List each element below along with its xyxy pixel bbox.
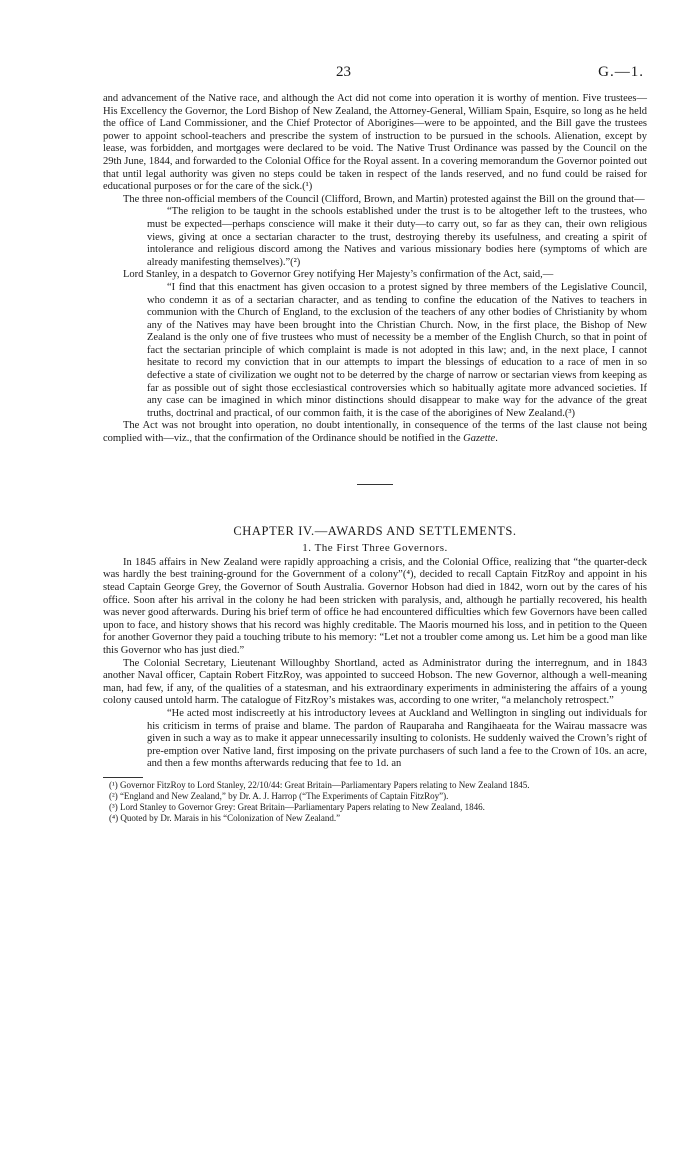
paragraph bbox=[103, 420, 647, 445]
paragraph: In 1845 affairs in New Zealand were rapidly approaching a crisis, and the Colonial Office, realizing that “the quarter-deck was hardly the best training-ground for the Government of a colony”(⁴), decided to recall Captain FitzRoy and appoint in his stead Captain George Grey, the Governor of South Australia. Governor Hobson had died in 1842, worn out by the cares of his office. Soon after his arrival in the colony he had been stricken with paralysis, and, although he partially recovered, his health was never good afterwards. During his brief term of office he had encountered difficulties which few Governors have been called upon to face, and history shows that his record was highly creditable. The Maoris mourned his loss, and in petition to the Queen for another Governor they paid a touching tribute to his memory: “Let not a troubler come among us. Let him be a good man like this Governor who has just died.” bbox=[103, 556, 647, 656]
quote-text: “The religion to be taught in the schools established under the trust is to be altogether left to the trustees, who must be expected—perhaps conscience will make it their duty—to carry out, so far as they can, their own religious views, giving at once a sectarian character to the trust, destroying thereby its usefulness, and creating a spirit of intolerance and religious discord among the Natives and various missionary bodies here (symptoms of which are already manifesting themselves).”(²) bbox=[147, 206, 647, 268]
page-number: 23 bbox=[336, 64, 351, 80]
footnote: (³) Lord Stanley to Governor Grey: Great Britain—Parliamentary Papers relating to New Zealand, 1846. bbox=[109, 801, 485, 812]
quote-text: “He acted most indiscreetly at his introductory levees at Auckland and Wellington in singling out individuals for his criticism in terms of praise and blame. The pardon of Rauparaha and Rangihaeata for the Wairau massacre was given in such a way as to make it appear unnecessarily insulting to colonists. He suddenly waived the Crown’s right of pre-emption over Native land, first imposing on the private purchasers of such land a fee to the Crown of 10s. an acre, and then a few months afterwards reducing that fee to 1d. an bbox=[147, 707, 647, 770]
section-divider bbox=[357, 484, 393, 485]
paragraph: The Colonial Secretary, Lieutenant Willoughby Shortland, acted as Administrator during the interregnum, and in 1843 another Naval officer, Captain Robert FitzRoy, was appointed to succeed Hobson. The new Governor, although a well-meaning man, had few, if any, of the qualities of a statesman, and his extraordinary experiments in administering the affairs of a young colony caused untold harm. The catalogue of FitzRoy’s mistakes was, according to one writer, “a melancholy retrospect.” bbox=[103, 657, 647, 707]
footnote: (¹) Governor FitzRoy to Lord Stanley, 22/10/44: Great Britain—Parliamentary Papers relating to New Zealand 1845. bbox=[109, 779, 530, 790]
chapter-title: CHAPTER IV.—AWARDS AND SETTLEMENTS. bbox=[233, 523, 517, 538]
block-quote bbox=[147, 708, 647, 771]
footnote: (²) “England and New Zealand,” by Dr. A. J. Harrop (“The Experiments of Captain FitzRoy”). bbox=[109, 790, 449, 801]
paragraph-text: The Act was not brought into operation, no doubt intentionally, in consequence of the terms of the last clause not being complied with—viz., that the confirmation of the Ordinance should be notified in the bbox=[103, 420, 647, 445]
block-quote bbox=[147, 282, 647, 421]
footnote: (⁴) Quoted by Dr. Marais in his “Colonization of New Zealand.” bbox=[109, 812, 341, 823]
block-quote bbox=[147, 206, 647, 269]
document-code: G.—1. bbox=[598, 64, 644, 80]
page-body bbox=[103, 93, 647, 824]
footnotes bbox=[103, 780, 647, 824]
paragraph: and advancement of the Native race, and although the Act did not come into operation it is worthy of mention. Five trustees—His Excellency the Governor, the Lord Bishop of New Zealand, the Attorney-General, William Spain, Esquire, so long as he held the office of Land Commissioner, and the Chief Protector of Aborigines—were to be appointed, and the Bill gave the trustees power to appoint school-teachers and prescribe the system of instruction to be pursued in the schools. Alienation, except by lease, was forbidden, and mortgages were declared to be void. The Native Trust Ordinance was passed by the Council on the 29th June, 1844, and forwarded to the Colonial Office for the Royal assent. In a covering memorandum the Governor pointed out that until legal authority was given no steps could be taken in respect of the lands reserved, and no fund could be raised for educational purposes or for the care of the sick.(¹) bbox=[103, 93, 647, 193]
footnote-divider bbox=[103, 777, 143, 778]
paragraph: The three non-official members of the Council (Clifford, Brown, and Martin) protested against the Bill on the ground that— bbox=[123, 193, 645, 205]
quote-text: “I find that this enactment has given occasion to a protest signed by three members of the Legislative Council, who condemn it as of a sectarian character, and as tending to confine the education of the Natives to teachers in communion with the Church of England, to the exclusion of the teachers of any other bodies of Christianity by whom any of the Natives may have been brought into the Christian Church. Now, in the first place, the Bishop of New Zealand is the only one of five trustees who must of necessity be a member of the English Church, so that in point of fact the sectarian principle of which complaint is made is not adopted in this law; and, in the next place, I cannot hesitate to record my conviction that in our attempts to impart the blessings of education to a race of men in so defective a state of civilization we ought not to be deterred by the charge of narrow or sectarian views from keeping as far as possible out of sight those ecclesiastical controversies which so habitually agitate more advanced societies. If any case can be imagined in which minor distinctions should disappear to make way for the advance of the great truths, doctrinal and practical, of our common faith, it is the case of the aborigines of New Zealand.(³) bbox=[147, 281, 647, 419]
paragraph-text-end: . bbox=[495, 433, 498, 445]
gazette-italic: Gazette bbox=[463, 433, 496, 445]
paragraph: Lord Stanley, in a despatch to Governor Grey notifying Her Majesty’s confirmation of the Act, said,— bbox=[123, 269, 554, 281]
section-heading: 1. The First Three Governors. bbox=[302, 542, 448, 555]
